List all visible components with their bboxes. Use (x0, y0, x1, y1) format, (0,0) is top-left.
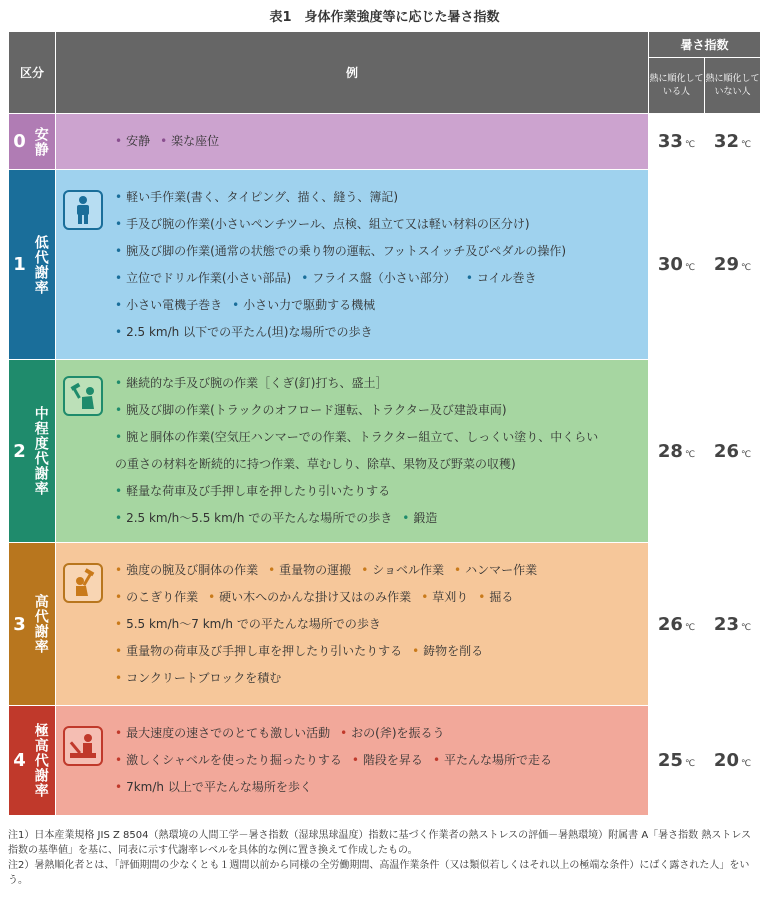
example-text: 7km/h 以上で平たんな場所を歩く (126, 780, 312, 794)
example-text: 軽量な荷車及び手押し車を押したり引いたりする (126, 484, 391, 498)
example-text: 平たんな場所で走る (444, 753, 553, 767)
table-row (9, 706, 761, 816)
list-item (115, 638, 547, 665)
unit-label: ℃ (684, 622, 696, 633)
example-list (115, 720, 562, 801)
list-item (115, 265, 576, 292)
example-cell (56, 543, 649, 706)
unit-label: ℃ (740, 759, 752, 769)
example-text: 楽な座位 (171, 134, 220, 148)
bullet-icon: • (232, 297, 240, 312)
bullet-icon: • (115, 216, 123, 231)
list-item (115, 611, 547, 638)
list-item (115, 584, 547, 611)
bullet-icon: • (115, 376, 123, 390)
category-cell (9, 170, 56, 360)
value-number: 26 (713, 440, 739, 462)
unit-label: ℃ (684, 759, 696, 769)
list-item (115, 451, 608, 478)
unit-label: ℃ (684, 449, 696, 460)
shoveling-person-icon (63, 726, 103, 766)
list-item (115, 370, 608, 397)
category-name: 高代謝率 (32, 594, 49, 654)
value-number: 30 (657, 254, 683, 275)
list-item (115, 238, 576, 265)
bullet-icon: • (432, 753, 441, 767)
bullet-icon: • (115, 297, 123, 312)
category-number: 0 (13, 131, 26, 152)
example-cell (56, 170, 649, 360)
wbgt-unacclimatized-value (705, 360, 761, 543)
list-item (115, 424, 608, 451)
bullet-icon: • (115, 189, 123, 204)
unit-label: ℃ (740, 449, 752, 460)
table-row (9, 170, 761, 360)
table-row (9, 543, 761, 706)
bullet-icon: • (361, 562, 369, 577)
example-text: 安静 (126, 134, 151, 148)
bullet-icon: • (115, 403, 123, 417)
header-example: 例 (56, 32, 649, 114)
value-number: 23 (713, 613, 739, 635)
bullet-icon: • (115, 134, 123, 148)
category-cell (9, 114, 56, 170)
header-unacclimatized: 熱に順化していない人 (705, 58, 761, 114)
example-text: コイル巻き (476, 270, 537, 285)
category-number: 3 (13, 613, 26, 635)
category-name: 安静 (32, 126, 49, 157)
example-text: ショベル作業 (372, 562, 445, 577)
value-number: 20 (713, 750, 739, 771)
example-text: 鍛造 (413, 511, 438, 525)
notes (8, 828, 760, 888)
list-item (115, 211, 576, 238)
list-item (115, 292, 576, 319)
wbgt-unacclimatized-value (705, 706, 761, 816)
example-text: のこぎり作業 (126, 589, 199, 604)
example-text: 腕及び脚の作業(通常の状態での乗り物の運転、フットスイッチ及びペダルの操作) (126, 243, 567, 258)
list-item (115, 557, 547, 584)
example-list (115, 184, 576, 346)
value-number: 26 (657, 613, 683, 635)
wbgt-acclimatized-value (649, 170, 705, 360)
example-text: 軽い手作業(書く、タイピング、描く、縫う、簿記) (126, 189, 399, 204)
list-item (115, 747, 562, 774)
example-text: 2.5 km/h 以下での平たん(坦)な場所での歩き (126, 324, 373, 339)
list-item (115, 184, 576, 211)
header-acclimatized: 熱に順化している人 (649, 58, 705, 114)
bullet-icon: • (115, 670, 123, 685)
hammering-person-icon (63, 376, 103, 416)
example-text: 腕及び脚の作業(トラックのオフロード運転、トラクター及び建設車両) (126, 403, 507, 417)
example-text: ハンマー作業 (465, 562, 538, 577)
example-text: 重量物の運搬 (279, 562, 352, 577)
wbgt-table (8, 31, 761, 816)
bullet-icon: • (115, 270, 123, 285)
bullet-icon: • (160, 134, 168, 148)
example-cell (56, 706, 649, 816)
example-cell (56, 114, 649, 170)
bullet-icon: • (115, 324, 123, 339)
table-row (9, 360, 761, 543)
wbgt-acclimatized-value (649, 543, 705, 706)
wbgt-unacclimatized-value (705, 114, 761, 170)
example-text: 立位でドリル作業(小さい部品) (126, 270, 292, 285)
bullet-icon: • (115, 484, 123, 498)
bullet-icon: • (340, 726, 348, 740)
example-text: 最大速度の速さでのとても激しい活動 (126, 726, 331, 740)
unit-label: ℃ (740, 140, 752, 150)
bullet-icon: • (115, 726, 123, 740)
list-item (115, 128, 229, 155)
wbgt-acclimatized-value (649, 360, 705, 543)
bullet-icon: • (268, 562, 276, 577)
header-wbgt: 暑さ指数 (649, 32, 761, 58)
unit-label: ℃ (684, 140, 696, 150)
example-text: 掘る (489, 589, 514, 604)
value-number: 28 (657, 440, 683, 462)
example-text: 鋳物を削る (423, 643, 484, 658)
bullet-icon: • (115, 589, 123, 604)
example-text: 継続的な手及び腕の作業［くぎ(釘)打ち、盛土］ (126, 376, 388, 390)
example-text: 重量物の荷車及び手押し車を押したり引いたりする (126, 643, 403, 658)
bullet-icon: • (115, 511, 123, 525)
list-item (115, 319, 576, 346)
note-1: 注1）日本産業規格 JIS Z 8504（熱環境の人間工学－暑さ指数（湿球黒球温度）指数に基づく作業者の熱ストレスの評価－暑熱環境）附属書 A「暑さ指数 熱ストレス指数の基準値」を基に、同表に示す代謝率レベルを具体的な例に置き換えて作成したもの。 (8, 830, 752, 856)
bullet-icon: • (115, 780, 123, 794)
value-number: 33 (657, 131, 683, 152)
example-list (115, 557, 547, 692)
example-list (115, 370, 608, 532)
example-text: 草刈り (432, 589, 469, 604)
bullet-icon: • (115, 430, 123, 444)
bullet-icon: • (115, 643, 123, 658)
list-item (115, 478, 608, 505)
category-number: 1 (13, 254, 26, 275)
header-category: 区分 (9, 32, 56, 114)
example-text: 小さい電機子巻き (126, 297, 223, 312)
note-2: 注2）暑熱順化者とは、「評価期間の少なくとも１週間以前から同様の全労働期間、高温作業条件（又は類似若しくはそれ以上の極端な条件）にばく露された人」をいう。 (8, 860, 750, 886)
example-text: 階段を昇る (362, 753, 423, 767)
example-text: 激しくシャベルを使ったり掘ったりする (126, 753, 342, 767)
list-item (115, 397, 608, 424)
wbgt-unacclimatized-value (705, 170, 761, 360)
list-item (115, 720, 562, 747)
category-number: 2 (13, 440, 26, 462)
value-number: 29 (713, 254, 739, 275)
list-item (115, 505, 608, 532)
example-text: フライス盤（小さい部分） (312, 270, 456, 285)
category-cell (9, 706, 56, 816)
example-text: 5.5 km/h～7 km/h での平たんな場所での歩き (126, 616, 381, 631)
example-text: 硬い木へのかんな掛け又はのみ作業 (219, 589, 412, 604)
value-number: 32 (713, 131, 739, 152)
bullet-icon: • (208, 589, 216, 604)
list-item (115, 774, 562, 801)
bullet-icon: • (421, 589, 429, 604)
category-cell (9, 360, 56, 543)
example-text: 手及び腕の作業(小さいペンチツール、点検、組立て又は軽い材料の区分け) (126, 216, 530, 231)
example-text: 腕と胴体の作業(空気圧ハンマーでの作業、トラクター組立て、しっくい塗り、中くらい (126, 430, 599, 444)
bullet-icon: • (465, 270, 473, 285)
unit-label: ℃ (740, 622, 752, 633)
bullet-icon: • (351, 753, 359, 767)
bullet-icon: • (402, 511, 410, 525)
wbgt-acclimatized-value (649, 706, 705, 816)
value-number: 25 (657, 750, 683, 771)
example-text: コンクリートブロックを積む (126, 670, 282, 685)
bullet-icon: • (115, 616, 123, 631)
category-cell (9, 543, 56, 706)
example-text: おの(斧)を振るう (351, 726, 445, 740)
standing-person-icon (63, 190, 103, 230)
list-item (115, 665, 547, 692)
digging-person-icon (63, 563, 103, 603)
wbgt-acclimatized-value (649, 114, 705, 170)
example-text: の重さの材料を断続的に持つ作業、草むしり、除草、果物及び野菜の収穫) (115, 457, 516, 471)
bullet-icon: • (412, 643, 420, 658)
example-text: 2.5 km/h～5.5 km/h での平たんな場所での歩き (126, 511, 393, 525)
example-text: 小さい力で駆動する機械 (243, 297, 376, 312)
category-name: 極高代謝率 (32, 723, 49, 798)
bullet-icon: • (301, 270, 309, 285)
category-number: 4 (13, 750, 26, 771)
bullet-icon: • (115, 753, 123, 767)
unit-label: ℃ (740, 263, 752, 273)
example-cell (56, 360, 649, 543)
category-name: 中程度代謝率 (32, 406, 49, 496)
table-row (9, 114, 761, 170)
bullet-icon: • (478, 589, 486, 604)
wbgt-unacclimatized-value (705, 543, 761, 706)
table-title: 表1 身体作業強度等に応じた暑さ指数 (269, 10, 500, 25)
unit-label: ℃ (684, 263, 696, 273)
example-list (115, 128, 229, 155)
bullet-icon: • (115, 562, 123, 577)
example-text: 強度の腕及び胴体の作業 (126, 562, 259, 577)
category-name: 低代謝率 (32, 234, 49, 295)
bullet-icon: • (115, 243, 123, 258)
bullet-icon: • (454, 562, 462, 577)
